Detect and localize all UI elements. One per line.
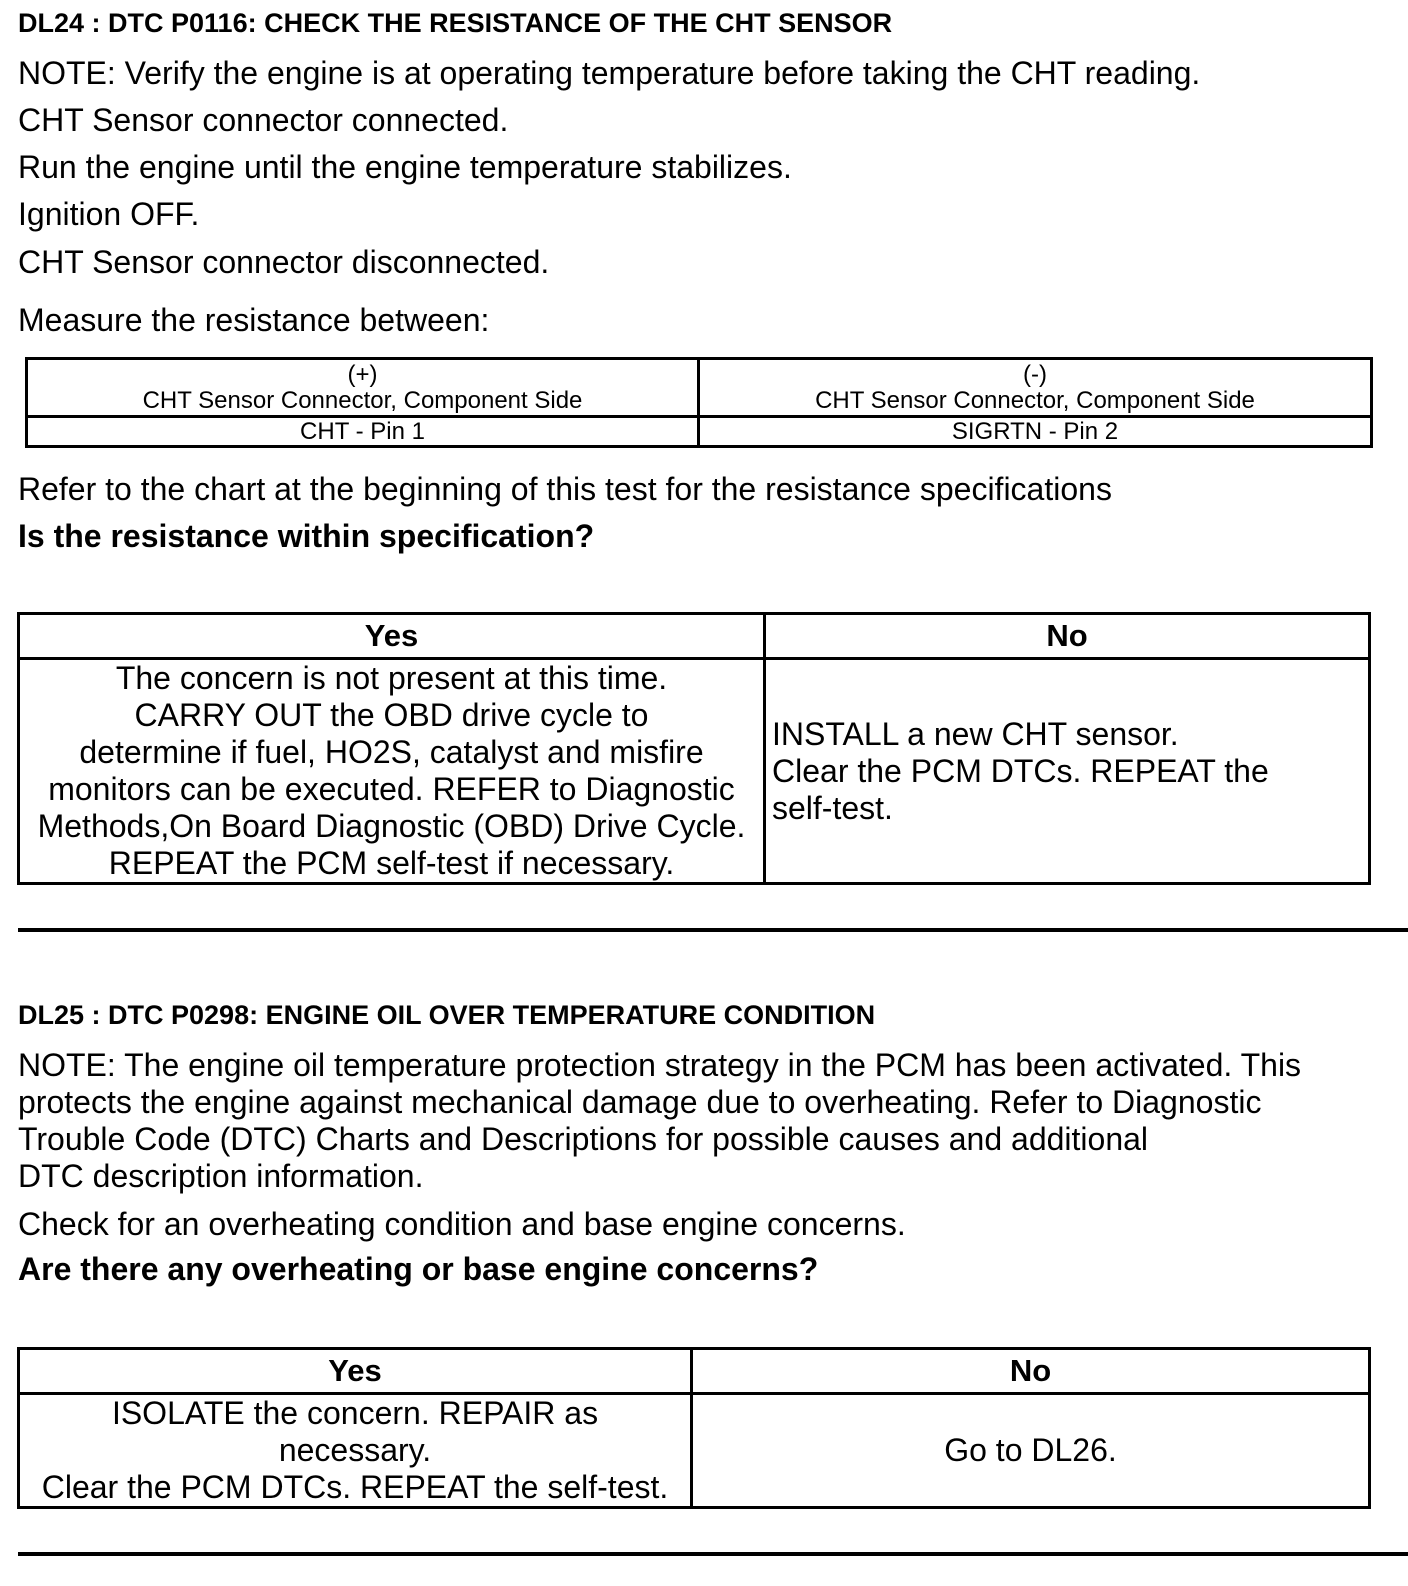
- dl25-check-text: Check for an overheating condition and base engine concerns.: [18, 1206, 906, 1242]
- positive-connector-label: CHT Sensor Connector, Component Side: [142, 386, 583, 414]
- dl24-yes-line: The concern is not present at this time.: [115, 660, 668, 696]
- dl24-no-header: No: [765, 614, 1370, 659]
- dl24-yes-cell: [19, 659, 765, 884]
- dl25-yes-header: Yes: [19, 1349, 692, 1394]
- measurement-table-header-negative: [699, 359, 1372, 417]
- dl24-yes-line: determine if fuel, HO2S, catalyst and misfire: [79, 734, 704, 770]
- dl24-no-line: INSTALL a new CHT sensor.: [772, 715, 1179, 752]
- dl24-question: Is the resistance within specification?: [18, 518, 595, 554]
- dl24-yes-line: monitors can be executed. REFER to Diagnostic: [48, 771, 735, 807]
- measurement-table-value-row: [27, 417, 1372, 447]
- dl25-note-line: NOTE: The engine oil temperature protection strategy in the PCM has been activated. This: [18, 1047, 1302, 1083]
- dl25-yes-line: ISOLATE the concern. REPAIR as: [111, 1395, 599, 1431]
- dl25-note-line: DTC description information.: [18, 1158, 424, 1194]
- dl25-note-line: protects the engine against mechanical damage due to overheating. Refer to Diagnostic: [18, 1084, 1262, 1120]
- dl25-result-table: [17, 1347, 1371, 1509]
- dl24-step-run-engine: Run the engine until the engine temperature stabilizes.: [18, 149, 792, 185]
- dl24-step-connector-disconnected: CHT Sensor connector disconnected.: [18, 244, 550, 280]
- dl24-step-connector-connected: CHT Sensor connector connected.: [18, 102, 509, 138]
- negative-connector-label: CHT Sensor Connector, Component Side: [815, 386, 1255, 414]
- measurement-table: [25, 357, 1373, 448]
- dl25-question: Are there any overheating or base engine concerns?: [18, 1251, 819, 1287]
- dl25-yes-line: Clear the PCM DTCs. REPEAT the self-test.: [41, 1469, 669, 1505]
- dl24-yes-line: Methods,On Board Diagnostic (OBD) Drive Cycle.: [37, 808, 746, 844]
- negative-pin-value: SIGRTN - Pin 2: [699, 417, 1372, 447]
- dl25-result-body-row: [19, 1394, 1370, 1508]
- dl25-yes-cell: [19, 1394, 692, 1508]
- negative-sign: (-): [1023, 360, 1047, 388]
- measurement-table-header-positive: [27, 359, 699, 417]
- dl25-note-line: Trouble Code (DTC) Charts and Descriptions for possible causes and additional: [18, 1121, 1149, 1157]
- positive-sign: (+): [347, 360, 378, 388]
- dl25-title: DL25 : DTC P0298: ENGINE OIL OVER TEMPERATURE CONDITION: [18, 1000, 876, 1030]
- dl25-result-header-row: [19, 1349, 1370, 1394]
- dl24-yes-header: Yes: [19, 614, 765, 659]
- dl24-no-cell: [765, 659, 1370, 884]
- dl25-yes-line: necessary.: [278, 1432, 432, 1468]
- bottom-divider: [18, 1552, 1408, 1556]
- dl24-no-line: Clear the PCM DTCs. REPEAT the: [772, 752, 1269, 789]
- dl24-measure-label: Measure the resistance between:: [18, 302, 490, 338]
- dl24-yes-line: REPEAT the PCM self-test if necessary.: [108, 845, 675, 881]
- dl24-result-body-row: [19, 659, 1370, 884]
- dl24-note: NOTE: Verify the engine is at operating temperature before taking the CHT reading.: [18, 55, 1201, 91]
- dl25-no-header: No: [692, 1349, 1370, 1394]
- dl25-note: [18, 1047, 1301, 1195]
- section-divider: [18, 928, 1408, 932]
- dl24-refer-text: Refer to the chart at the beginning of this test for the resistance specifications: [18, 471, 1112, 507]
- dl24-yes-line: CARRY OUT the OBD drive cycle to: [134, 697, 649, 733]
- dl24-title: DL24 : DTC P0116: CHECK THE RESISTANCE OF THE CHT SENSOR: [18, 8, 893, 38]
- dl25-no-cell: Go to DL26.: [692, 1394, 1370, 1508]
- dl24-result-table: [17, 612, 1371, 885]
- dl24-result-header-row: [19, 614, 1370, 659]
- dl24-no-line: self-test.: [772, 789, 893, 826]
- measurement-table-header-row: [27, 359, 1372, 417]
- positive-pin-value: CHT - Pin 1: [27, 417, 699, 447]
- dl24-step-ignition-off: Ignition OFF.: [18, 196, 200, 232]
